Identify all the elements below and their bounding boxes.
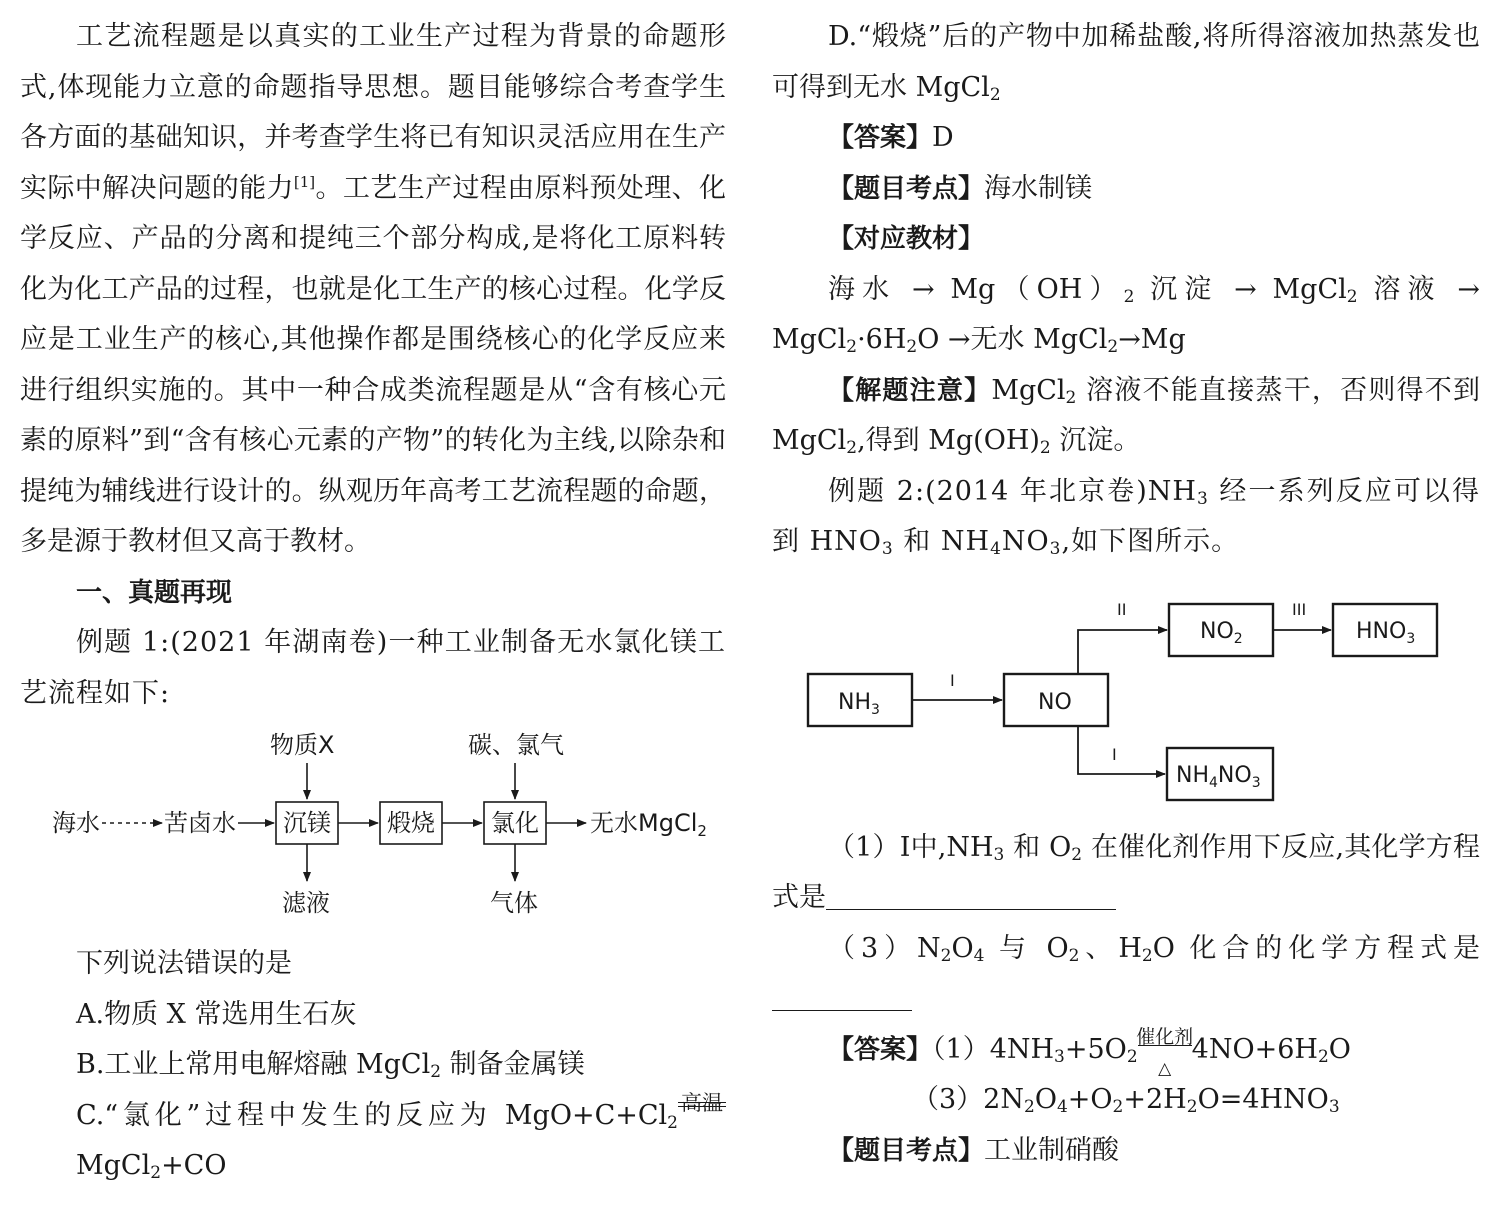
textbook-route: 海水 → $Mg(OH)_2$ 沉淀 → MgCl$_2$ 溶液 → $MgCl_2\cdot 6H_2O$ →无水 MgCl$_2$→Mg (772, 273, 1480, 357)
question-2-1: （1）Ⅰ中$,NH_3$ 和 $O_2$ 在催化剂作用下反应,其化学方程式是 (772, 831, 1480, 913)
svg-text:NH3: $NH_3$ (838, 689, 880, 718)
flow-seawater: 海水 (52, 809, 100, 837)
option-c: C.“氯化”过程中发生的反应为 $MgO+C+Cl_2$ 高温 MgCl$_2$+CO (20, 1091, 726, 1192)
svg-text:NH4NO3: $NH_4NO_3$ (1176, 762, 1261, 791)
condition-catalyst-heat: 催化剂 △ (1136, 1025, 1194, 1079)
example-1-intro: 例题 1:(2021 年湖南卷)一种工业制备无水氯化镁工艺流程如下: (20, 627, 726, 709)
step-label-2: II (1117, 599, 1127, 619)
svg-text:NO2: $NO_2$ (1200, 618, 1243, 647)
option-a: A.物质 X 常选用生石灰 (76, 998, 357, 1030)
question-stem: 下列说法错误的是 (76, 948, 292, 979)
textbook-label: 【对应教材】 (828, 224, 985, 254)
svg-text:NO: NO (1038, 689, 1072, 715)
answer-1: 【答案】D (828, 122, 954, 153)
solution-note: 【解题注意】MgCl$_2$ 溶液不能直接蒸干，否则得不到 MgCl$_2$,得到 $Mg(OH)_2$ 沉淀。 (772, 374, 1480, 458)
condition-high-temp: 高温 (678, 1100, 726, 1126)
citation-ref: [1] (293, 172, 316, 191)
answer-2-3: $(3)2N_2O_4+O_2+2H_2O=4HNO_3$ (912, 1084, 1340, 1117)
example-2-intro: 例题 2:(2014 年北京卷)$NH_3$ 经一系列反应可以得到 $HNO_3$ 和 $NH_4NO_3$,如下图所示。 (772, 475, 1480, 559)
flow-top-x: 物质X (270, 731, 335, 759)
nitric-acid-flow-diagram (772, 568, 1480, 823)
flow-brine: 苦卤水 (164, 809, 236, 837)
svg-text:氯化: 氯化 (491, 809, 539, 837)
left-column (20, 12, 726, 1192)
answer-blank-3[interactable] (772, 1010, 912, 1011)
mg-flow-diagram (20, 719, 726, 939)
flow-product: 无水MgCl$_2$ (590, 809, 707, 840)
step-label-1: I (950, 670, 955, 690)
flow-bottom-filtrate: 滤液 (282, 889, 330, 917)
question-2-3: $(3)N_2O_4$ 与 $O_2$、$H_2O$ 化合的化学方程式是 (772, 924, 1480, 1025)
step-label-4: I (1112, 744, 1117, 764)
intro-paragraph: 工艺流程题是以真实的工业生产过程为背景的命题形式,体现能力立意的命题指导思想。题目能够综合考查学生各方面的基础知识，并考查学生将已有知识灵活应用在生产实际中解决问题的能力[1]。工艺生产过程由原料预处理、化学反应、产品的分离和提纯三个部分构成,是将化工原料转化为化工产品的过程，也就是化工生产的核心过程。化学反应是工业生产的核心,其他操作都是围绕核心的化学反应来进行组织实施的。其中一种合成类流程题是从“含有核心元素的原料”到“含有核心元素的产物”的转化为主线,以除杂和提纯为辅线进行设计的。纵观历年高考工艺流程题的命题，多是源于教材但又高于教材。 (20, 21, 727, 557)
option-b: B.工业上常用电解熔融 MgCl$_2$ 制备金属镁 (76, 1049, 585, 1082)
answer-2-1: 【答案】$(1)4NH_3+5O_2$ 催化剂 △ $4NO+6H_2O$ (828, 1025, 1351, 1079)
flow-bottom-gas: 气体 (490, 889, 538, 917)
step-label-3: III (1292, 599, 1307, 619)
svg-text:煅烧: 煅烧 (387, 809, 435, 837)
knowledge-point-1: 【题目考点】海水制镁 (828, 172, 1093, 204)
answer-blank-1[interactable] (826, 909, 1116, 910)
option-d: D.“煅烧”后的产物中加稀盐酸,将所得溶液加热蒸发也可得到无水 MgCl$_2$ (772, 21, 1480, 105)
svg-text:沉镁: 沉镁 (283, 809, 331, 837)
svg-text:HNO3: $HNO_3$ (1356, 618, 1416, 647)
right-column (772, 12, 1480, 1176)
section-title: 一、真题再现 (76, 577, 233, 608)
knowledge-point-2: 【题目考点】工业制硝酸 (828, 1134, 1120, 1166)
flow-top-carbon: 碳、氯气 (468, 731, 564, 759)
